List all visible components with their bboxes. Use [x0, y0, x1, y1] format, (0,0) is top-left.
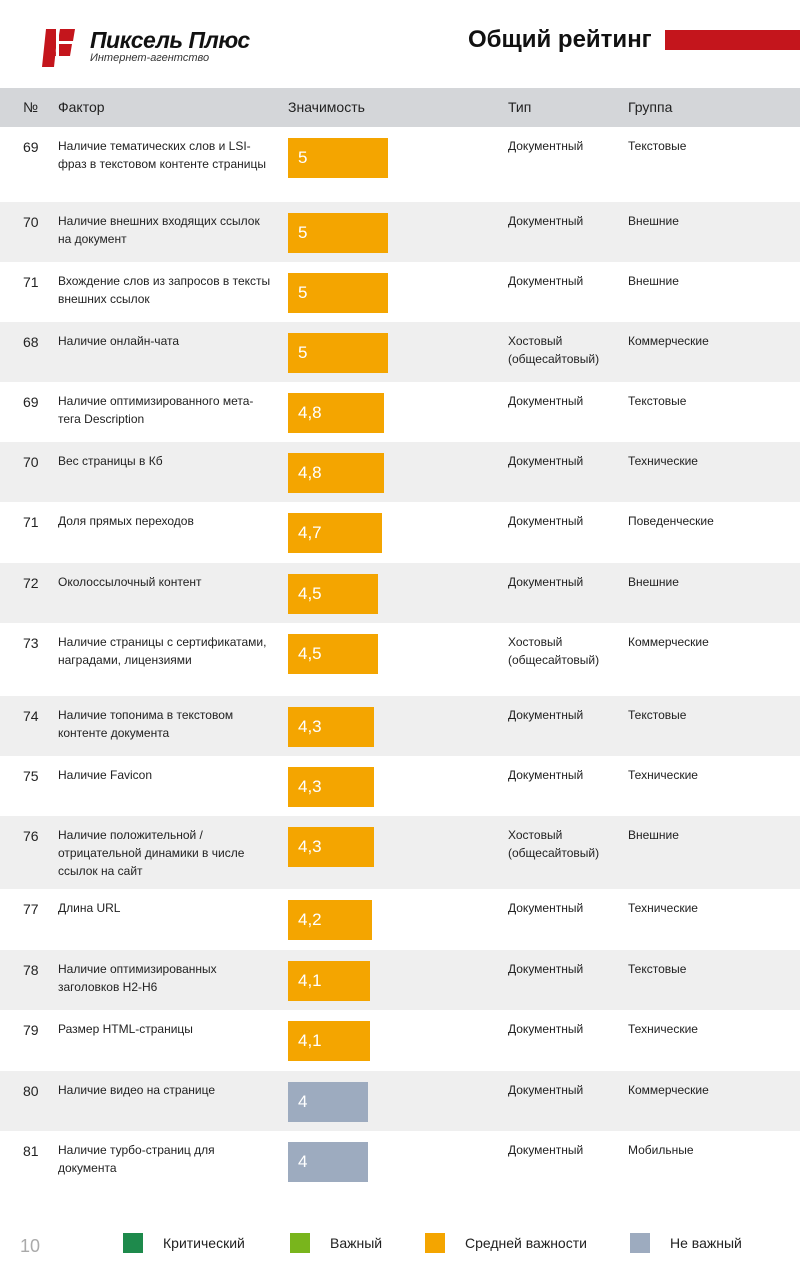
page-number: 10	[20, 1236, 41, 1256]
table-row	[0, 623, 800, 696]
significance-bar: 4	[288, 1142, 368, 1182]
row-number: 76	[23, 828, 39, 844]
row-group: Коммерческие	[628, 334, 709, 348]
table-row	[0, 1131, 800, 1194]
significance-bar: 5	[288, 138, 388, 178]
significance-bar: 4,2	[288, 900, 372, 940]
significance-bar: 4,3	[288, 827, 374, 867]
table-row	[0, 382, 800, 442]
row-factor: Наличие топонима в текстовом контенте документа	[58, 708, 234, 740]
row-type: Документный	[508, 1022, 584, 1036]
table-row	[0, 816, 800, 889]
significance-bar: 4,8	[288, 453, 384, 493]
table-row	[0, 889, 800, 950]
row-number: 74	[23, 708, 39, 724]
significance-bar: 4	[288, 1082, 368, 1122]
row-factor: Наличие Favicon	[58, 768, 153, 782]
row-group: Текстовые	[628, 139, 687, 153]
row-group: Внешние	[628, 214, 679, 228]
row-factor: Наличие турбо-страниц для документа	[58, 1143, 215, 1175]
row-type: Документный	[508, 454, 584, 468]
row-factor: Размер HTML-страницы	[58, 1022, 193, 1036]
row-type: Документный	[508, 394, 584, 408]
page-title: Общий рейтинг	[468, 26, 652, 53]
row-number: 69	[23, 139, 39, 155]
column-header-significance: Значимость	[288, 99, 365, 115]
significance-bar: 4,8	[288, 393, 384, 433]
legend-swatch-unimportant	[630, 1233, 650, 1253]
row-factor: Наличие видео на странице	[58, 1083, 215, 1097]
column-header-group: Группа	[628, 99, 673, 115]
row-group: Технические	[628, 768, 698, 782]
row-factor: Доля прямых переходов	[58, 514, 194, 528]
row-type: Документный	[508, 214, 584, 228]
legend-swatch-medium	[425, 1233, 445, 1253]
significance-bar: 4,1	[288, 1021, 370, 1061]
row-number: 80	[23, 1083, 39, 1099]
row-factor: Наличие оптимизированных заголовков H2-H6	[58, 962, 217, 994]
row-group: Поведенческие	[628, 514, 714, 528]
significance-bar: 5	[288, 333, 388, 373]
significance-bar: 4,3	[288, 767, 374, 807]
significance-bar: 5	[288, 213, 388, 253]
table-row	[0, 202, 800, 262]
row-factor: Околоссылочный контент	[58, 575, 202, 589]
row-type: Документный	[508, 962, 584, 976]
row-type: Документный	[508, 901, 584, 915]
row-factor: Наличие страницы с сертификатами, наградами, лицензиями	[58, 635, 267, 667]
significance-bar: 4,1	[288, 961, 370, 1001]
row-type: Хостовый (общесайтовый)	[508, 828, 600, 860]
table-row	[0, 756, 800, 816]
significance-bar: 5	[288, 273, 388, 313]
row-group: Технические	[628, 1022, 698, 1036]
significance-bar: 4,3	[288, 707, 374, 747]
significance-bar: 4,7	[288, 513, 382, 553]
title-accent-bar	[665, 30, 800, 50]
row-type: Документный	[508, 139, 584, 153]
row-type: Документный	[508, 514, 584, 528]
table-row	[0, 563, 800, 623]
row-group: Внешние	[628, 274, 679, 288]
brand-subtitle: Интернет-агентство	[90, 52, 210, 64]
row-group: Внешние	[628, 828, 679, 842]
legend-label-important: Важный	[330, 1235, 383, 1251]
table-row	[0, 127, 800, 202]
row-group: Мобильные	[628, 1143, 694, 1157]
row-factor: Наличие оптимизированного мета-тега Description	[58, 394, 254, 426]
row-factor: Вес страницы в Кб	[58, 454, 163, 468]
brand-name: Пиксель Плюс	[90, 27, 250, 53]
row-number: 71	[23, 274, 39, 290]
row-number: 78	[23, 962, 39, 978]
legend-label-medium: Средней важности	[465, 1235, 587, 1251]
table-row	[0, 502, 800, 563]
table-row	[0, 322, 800, 382]
row-number: 81	[23, 1143, 39, 1159]
column-header-type: Тип	[508, 99, 532, 115]
row-group: Технические	[628, 454, 698, 468]
significance-bar: 4,5	[288, 634, 378, 674]
row-type: Хостовый (общесайтовый)	[508, 635, 600, 667]
table-row	[0, 1010, 800, 1071]
row-type: Хостовый (общесайтовый)	[508, 334, 600, 366]
row-group: Текстовые	[628, 708, 687, 722]
table-row	[0, 696, 800, 756]
significance-bar: 4,5	[288, 574, 378, 614]
row-factor: Наличие положительной / отрицательной динамики в числе ссылок на сайт	[58, 828, 245, 878]
column-header-factor: Фактор	[58, 99, 105, 115]
row-factor: Длина URL	[58, 901, 121, 915]
row-group: Внешние	[628, 575, 679, 589]
legend-swatch-important	[290, 1233, 310, 1253]
row-type: Документный	[508, 575, 584, 589]
row-number: 70	[23, 214, 39, 230]
legend-label-critical: Критический	[163, 1235, 245, 1251]
page-footer	[0, 1220, 800, 1270]
row-number: 70	[23, 454, 39, 470]
row-number: 77	[23, 901, 39, 917]
row-type: Документный	[508, 708, 584, 722]
legend-swatch-critical	[123, 1233, 143, 1253]
factor-table-body	[0, 127, 800, 1194]
table-row	[0, 262, 800, 322]
row-number: 69	[23, 394, 39, 410]
row-group: Коммерческие	[628, 1083, 709, 1097]
row-number: 73	[23, 635, 39, 651]
row-group: Текстовые	[628, 962, 687, 976]
row-factor: Наличие онлайн-чата	[58, 334, 180, 348]
row-number: 79	[23, 1022, 39, 1038]
table-row	[0, 1071, 800, 1131]
row-type: Документный	[508, 768, 584, 782]
row-factor: Наличие внешних входящих ссылок на документ	[58, 214, 260, 246]
row-type: Документный	[508, 274, 584, 288]
row-factor: Наличие тематических слов и LSI-фраз в текстовом контенте страницы	[58, 139, 266, 171]
row-group: Технические	[628, 901, 698, 915]
legend-label-unimportant: Не важный	[670, 1235, 742, 1251]
brand-logo-icon	[40, 27, 76, 67]
column-header-number: №	[23, 99, 39, 115]
row-factor: Вхождение слов из запросов в тексты внешних ссылок	[58, 274, 271, 306]
row-group: Текстовые	[628, 394, 687, 408]
page-header	[0, 0, 800, 88]
table-header	[0, 88, 800, 127]
row-number: 71	[23, 514, 39, 530]
row-number: 68	[23, 334, 39, 350]
row-number: 72	[23, 575, 39, 591]
table-row	[0, 442, 800, 502]
row-type: Документный	[508, 1083, 584, 1097]
row-group: Коммерческие	[628, 635, 709, 649]
table-row	[0, 950, 800, 1010]
row-type: Документный	[508, 1143, 584, 1157]
row-number: 75	[23, 768, 39, 784]
